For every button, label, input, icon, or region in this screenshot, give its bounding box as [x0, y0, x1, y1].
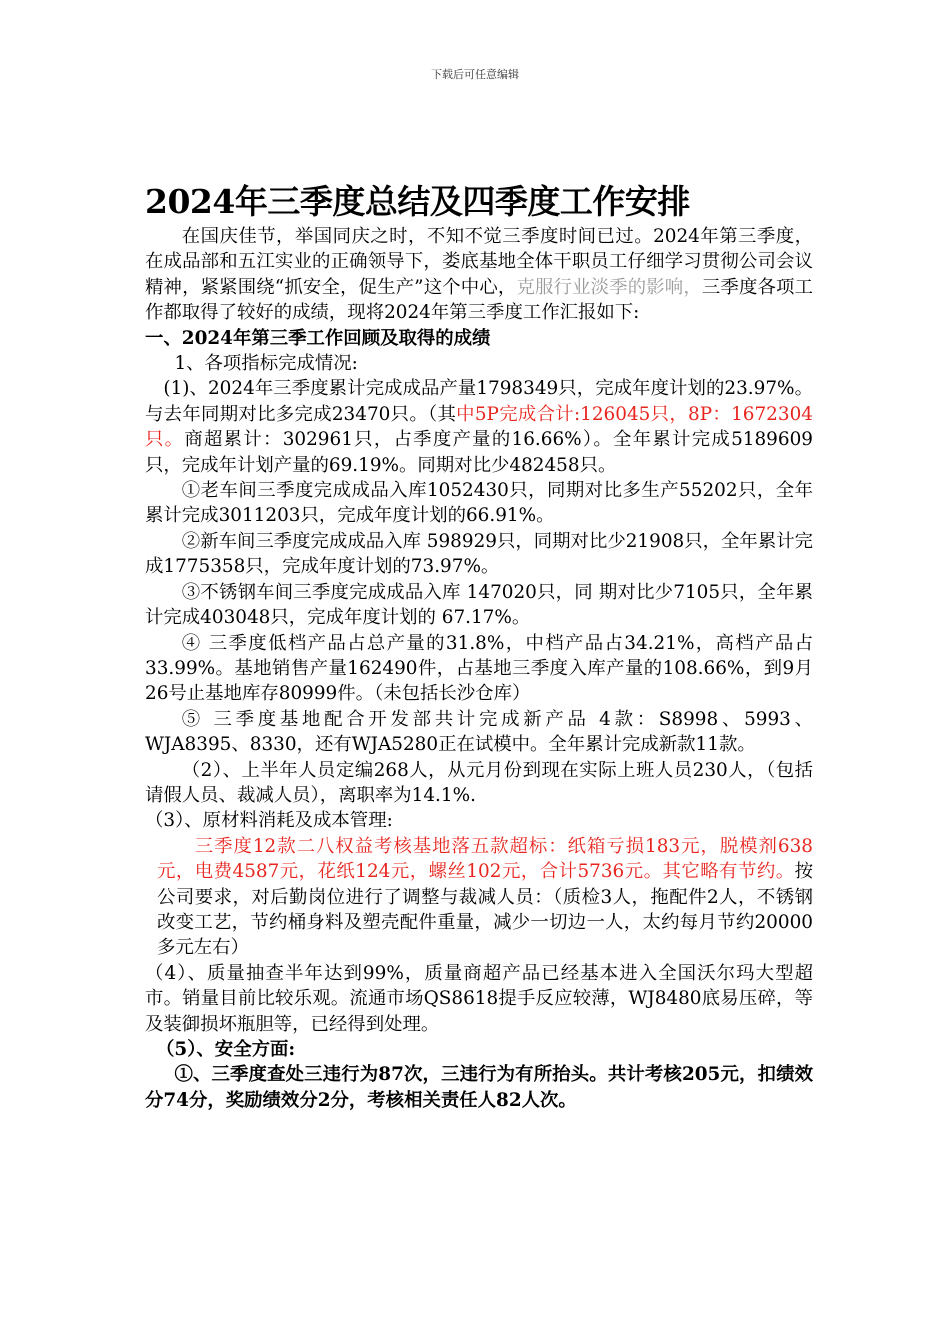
- item-3-heading: （3）、原材料消耗及成本管理:: [145, 810, 393, 832]
- circle-item-1: ①老车间三季度完成成品入库1052430只，同期对比多生产55202只，全年累计完成3011203只，完成年度计划的66.91%。: [145, 480, 813, 527]
- page-title: 2024年三季度总结及四季度工作安排: [145, 182, 690, 221]
- sub-heading-indicators: 1、各项指标完成情况:: [174, 353, 358, 375]
- intro-text-3: 三季度各项工作都取得了较好的成绩，现将2024年第三季度工作汇报如下:: [145, 276, 813, 324]
- intro-text-gray: 克服行业淡季的影响，: [516, 276, 702, 298]
- intro-text-1: 在国庆佳节，举国同庆之时，不知不觉三季度时间已过。2024年第三季度，在成品部和五江实业的正确领导下，娄底基地全体干职员工仔细学习贯彻公司会议精神，紧紧围绕“抓安全，促生产”这个中心，: [145, 226, 813, 298]
- circle-item-5: ⑤ 三季度基地配合开发部共计完成新产品 4款：S8998、5993、WJA8395、8330，还有WJA5280正在试模中。全年累计完成新款11款。: [145, 708, 813, 756]
- item-1-text-3: 商超累计：302961只，占季度产量的16.66%）。全年累计完成5189609只，完成年计划产量的69.19%。同期对比少482458只。: [145, 429, 813, 476]
- circle-item-2: ②新车间三季度完成成品入库 598929只，同期对比少21908只，全年累计完成1775358只，完成年度计划的73.97%。: [145, 530, 813, 578]
- item-1-text-red: 中5P完成合计:126045只，8P：1672304只。: [145, 403, 813, 451]
- item-1-text-1: (1)、2024年三季度累计完成成品产量1798349只，完成年度计划的23.97%。与去年同期对比多完成23470只。（其: [145, 378, 813, 425]
- item-3-text-red: 三季度12款二八权益考核基地落五款超标：纸箱亏损183元，脱模剂638元，电费4587元，花纸124元，螺丝102元，合计5736元。其它略有节约。: [157, 835, 813, 883]
- item-1-paragraph: [145, 376, 813, 478]
- header-note: 下载后可任意编辑: [431, 68, 519, 81]
- item-3-text-black: 按公司要求，对后勤岗位进行了调整与裁减人员：（质检3人，拖配件2人，不锈钢改变工艺，节约桶身料及塑壳配件重量，减少一切边一人，太约每月节约20000多元左右）: [157, 861, 813, 959]
- document-body: [145, 224, 813, 1113]
- intro-paragraph: [145, 224, 813, 326]
- item-5-sub-1: ①、三季度查处三违行为87次，三违行为有所抬头。共计考核205元，扣绩效分74分，奖励绩效分2分，考核相关责任人82人次。: [145, 1064, 813, 1111]
- item-3-body: [145, 834, 813, 961]
- circle-item-3: ③不锈钢车间三季度完成成品入库 147020只，同 期对比少7105只，全年累计完成403048只，完成年度计划的 67.17%。: [145, 581, 813, 629]
- section-heading-1: 一、2024年第三季工作回顾及取得的成绩: [145, 327, 491, 349]
- item-5-heading: （5）、安全方面:: [156, 1039, 296, 1060]
- item-2-paragraph: （2）、上半年人员定编268人，从元月份到现在实际上班人员230人，（包括请假人员、裁减人员），离职率为14.1%.: [145, 759, 813, 806]
- item-4-paragraph: （4）、质量抽查半年达到99%，质量商超产品已经基本进入全国沃尔玛大型超市。销量目前比较乐观。流通市场QS8618提手反应较薄，WJ8480底易压碎，等及装御损坏瓶胆等，已经得到处理。: [145, 962, 813, 1035]
- circle-item-4: ④ 三季度低档产品占总产量的31.8%，中档产品占34.21%，高档产品占33.99%。基地销售产量162490件，占基地三季度入库产量的108.66%，到9月26号止基地库存80999件。（未包括长沙仓库）: [145, 632, 813, 705]
